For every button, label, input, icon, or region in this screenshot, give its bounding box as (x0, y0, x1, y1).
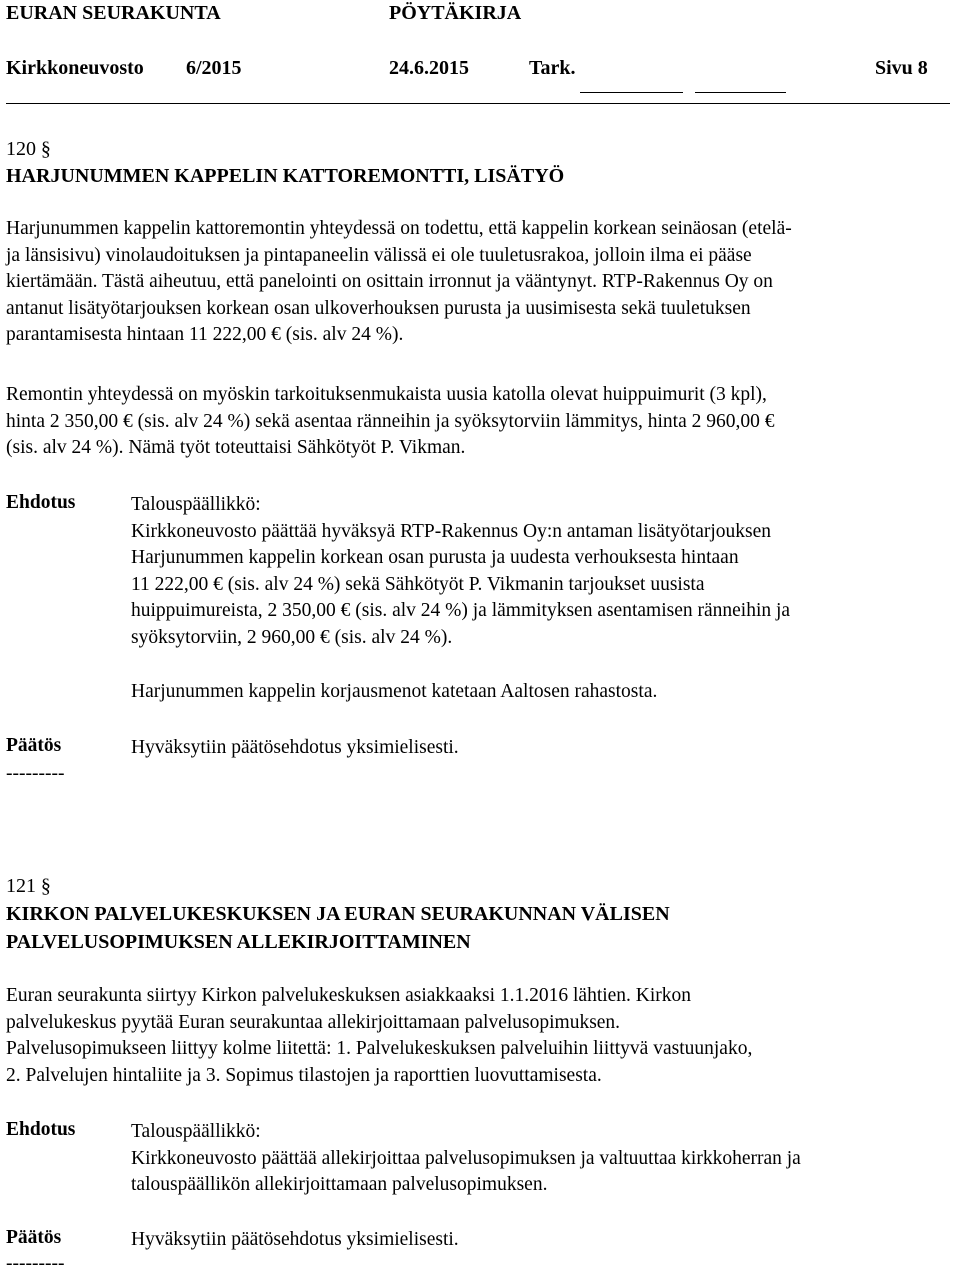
decision-text: Hyväksytiin päätösehdotus yksimielisesti. (131, 1229, 459, 1250)
title-line: PALVELUSOPIMUKSEN ALLEKIRJOITTAMINEN (6, 931, 471, 953)
text-line: Remontin yhteydessä on myöskin tarkoituksenmukaista uusia katolla olevat huippuimurit (3 kpl), (6, 384, 767, 405)
text-line: Kirkkoneuvosto päättää hyväksyä RTP-Rakennus Oy:n antaman lisätyötarjouksen (131, 520, 772, 542)
text-line: Kirkkoneuvosto päättää allekirjoittaa palvelusopimuksen ja valtuuttaa kirkkoherran ja (131, 1147, 801, 1169)
text-line: (sis. alv 24 %). Nämä työt toteuttaisi Sähkötyöt P. Vikman. (6, 437, 466, 458)
section-121-proposal (131, 1119, 951, 1199)
section-120-number: 120 § (6, 138, 51, 160)
text-line: parantamisesta hintaan 11 222,00 € (sis. alv 24 %). (6, 324, 404, 345)
decision-label: Päätös (6, 1227, 62, 1248)
proposal-label: Ehdotus (6, 1119, 76, 1140)
proposal-label: Ehdotus (6, 492, 76, 513)
text-line: antanut lisätyötarjouksen korkean osan ulkoverhouksen purusta ja uusimisesta sekä tuuletuksen (6, 297, 751, 319)
text-line: talouspäällikön allekirjoittamaan palvelusopimuksen. (131, 1174, 548, 1195)
board-name: Kirkkoneuvosto (6, 57, 144, 79)
text-line: huippuimureista, 2 350,00 € (sis. alv 24 %) ja lämmityksen asentamisen ränneihin ja (131, 600, 791, 621)
section-120-title: HARJUNUMMEN KAPPELIN KATTOREMONTTI, LISÄTYÖ (6, 165, 565, 187)
page-number: Sivu 8 (875, 57, 928, 79)
text-line: Harjunummen kappelin kattoremontin yhteydessä on todettu, että kappelin korkean seinäosan (etelä- (6, 218, 792, 239)
text-line: hinta 2 350,00 € (sis. alv 24 %) sekä asentaa ränneihin ja syöksytorviin lämmitys, hinta 2 960,00 € (6, 410, 775, 432)
proposer: Talouspäällikkö: (131, 494, 261, 515)
text-line: Palvelusopimukseen liittyy kolme liitettä: 1. Palvelukeskuksen palveluihin liittyvä vastuunjako, (6, 1038, 753, 1059)
decision-text: Hyväksytiin päätösehdotus yksimielisesti. (131, 737, 459, 758)
section-separator: --------- (6, 763, 65, 784)
text-line: syöksytorviin, 2 960,00 € (sis. alv 24 %). (131, 626, 453, 648)
decision-label: Päätös (6, 735, 62, 756)
check-label: Tark. (529, 57, 576, 79)
section-120-paragraph-2 (6, 382, 950, 462)
text-line: 11 222,00 € (sis. alv 24 %) sekä Sähkötyöt P. Vikmanin tarjoukset uusista (131, 573, 705, 595)
doc-type: PÖYTÄKIRJA (389, 2, 522, 24)
text-line: Euran seurakunta siirtyy Kirkon palvelukeskuksen asiakkaaksi 1.1.2016 lähtien. Kirkon (6, 985, 692, 1006)
text-line: kiertämään. Tästä aiheutuu, että panelointi on osittain irronnut ja vääntynyt. RTP-Rakennus Oy on (6, 271, 773, 292)
section-separator: --------- (6, 1253, 65, 1274)
section-sign: § (40, 138, 51, 160)
section-121-paragraph-1 (6, 983, 950, 1089)
header-rule (6, 103, 950, 104)
section-120-proposal (131, 492, 951, 651)
text-line: Harjunummen kappelin korkean osan purusta ja uudesta verhouksesta hintaan (131, 547, 739, 568)
text-line: palvelukeskus pyytää Euran seurakuntaa allekirjoittamaan palvelusopimuksen. (6, 1011, 621, 1033)
proposer: Talouspäällikkö: (131, 1121, 261, 1142)
section-120-paragraph-1 (6, 216, 950, 349)
text-line: ja länsisivu) vinolaudoituksen ja pintapaneelin välissä ei ole tuuletusrakoa, jolloin ilma ei pääse (6, 244, 752, 266)
meeting-number: 6/2015 (186, 57, 242, 79)
proposal-funding-note: Harjunummen kappelin korjausmenot katetaan Aaltosen rahastosta. (131, 681, 658, 702)
section-121-number: 121 § (6, 875, 51, 897)
section-sign: § (40, 875, 51, 897)
org-name: EURAN SEURAKUNTA (6, 2, 221, 24)
section-121-title (6, 900, 670, 956)
text-line: 2. Palvelujen hintaliite ja 3. Sopimus tilastojen ja raporttien luovuttamisesta. (6, 1064, 602, 1086)
meeting-date: 24.6.2015 (389, 57, 469, 79)
title-line: KIRKON PALVELUKESKUKSEN JA EURAN SEURAKUNNAN VÄLISEN (6, 903, 670, 925)
